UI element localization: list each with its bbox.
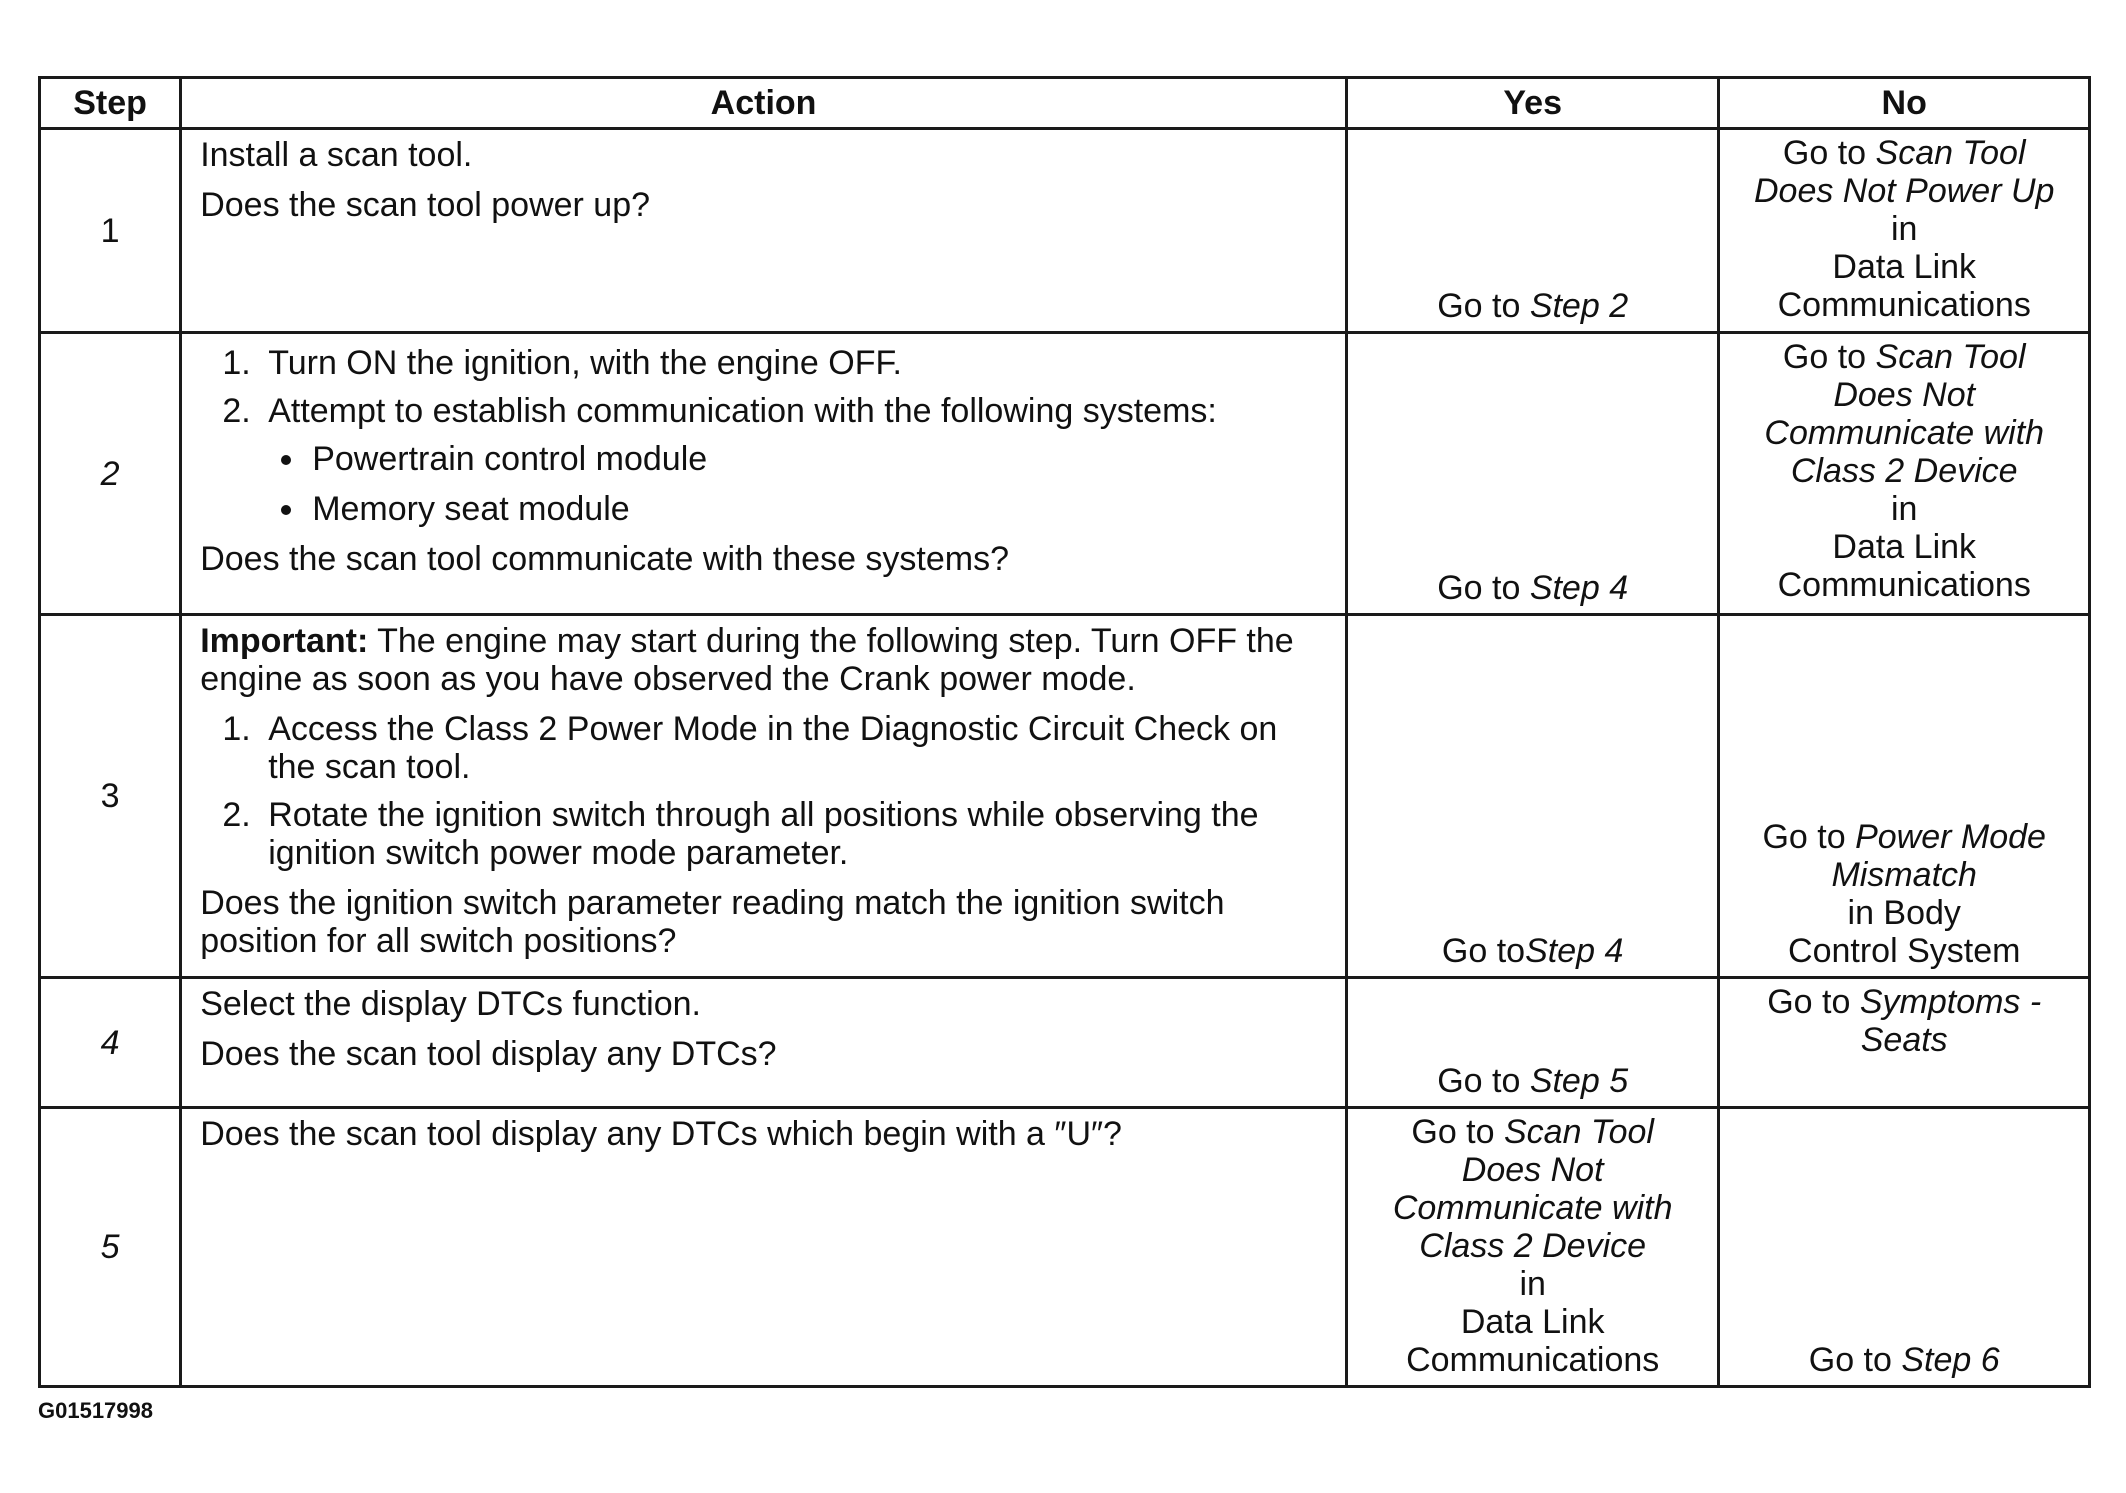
header-yes: Yes xyxy=(1346,78,1719,129)
action-steps-list xyxy=(200,344,1331,528)
header-no: No xyxy=(1719,78,2090,129)
no-prefix: Go to xyxy=(1762,818,1856,856)
no-link-part[interactable]: Mismatch xyxy=(1831,856,1977,894)
no-cell xyxy=(1719,129,2090,333)
bullet-item: • Memory seat module xyxy=(308,490,1331,528)
action-question: Does the scan tool communicate with these systems? xyxy=(200,540,1010,578)
yes-text: in xyxy=(1519,1265,1546,1303)
yes-prefix: Go to xyxy=(1437,569,1530,607)
no-link-part[interactable]: Communicate with xyxy=(1764,414,2045,452)
no-prefix: Go to xyxy=(1782,134,1876,172)
action-cell xyxy=(181,129,1347,333)
no-text: in Body xyxy=(1847,894,1961,932)
action-cell xyxy=(181,1108,1347,1387)
no-link-part[interactable]: Symptoms - xyxy=(1859,983,2042,1021)
list-item: 1. Turn ON the ignition, with the engine OFF. xyxy=(260,344,1331,382)
step-number: 2 xyxy=(40,333,181,615)
step-number: 4 xyxy=(40,978,181,1108)
action-cell xyxy=(181,978,1347,1108)
action-question: Does the scan tool power up? xyxy=(200,186,651,224)
action-cell xyxy=(181,615,1347,978)
action-text: Select the display DTCs function. xyxy=(200,985,701,1023)
table-row xyxy=(40,615,2090,978)
yes-link-part[interactable]: Class 2 Device xyxy=(1419,1227,1647,1265)
no-text: in xyxy=(1890,210,1918,248)
yes-prefix: Go to xyxy=(1437,1062,1530,1100)
no-link-part[interactable]: Scan Tool xyxy=(1875,134,2026,172)
yes-step-link[interactable]: Step 4 xyxy=(1529,569,1629,607)
yes-cell xyxy=(1346,978,1719,1108)
no-cell xyxy=(1719,333,2090,615)
yes-prefix: Go to xyxy=(1411,1113,1504,1151)
list-item: 1. Access the Class 2 Power Mode in the Diagnostic Circuit Check on the scan tool. xyxy=(260,710,1331,786)
header-step: Step xyxy=(40,78,181,129)
no-text: Data Link xyxy=(1832,528,1977,566)
yes-cell xyxy=(1346,615,1719,978)
no-link-part[interactable]: Does Not Power Up xyxy=(1753,172,2055,210)
action-question: Does the scan tool display any DTCs which begin with a ″U″? xyxy=(200,1115,1122,1153)
header-action: Action xyxy=(181,78,1347,129)
important-note xyxy=(200,622,1331,698)
no-prefix: Go to xyxy=(1808,1341,1902,1379)
yes-prefix: Go to xyxy=(1441,932,1526,970)
no-link-part[interactable]: Scan Tool xyxy=(1875,338,2026,376)
no-step-link[interactable]: Step 6 xyxy=(1901,1341,2000,1379)
yes-step-link[interactable]: Step 5 xyxy=(1529,1062,1629,1100)
table-row xyxy=(40,978,2090,1108)
yes-cell xyxy=(1346,129,1719,333)
no-link-part[interactable]: Class 2 Device xyxy=(1790,452,2018,490)
diagnostic-table xyxy=(38,76,2091,1388)
no-link-part[interactable]: Power Mode xyxy=(1855,818,2046,856)
no-text: Communications xyxy=(1777,566,2031,604)
no-cell xyxy=(1719,615,2090,978)
yes-link-part[interactable]: Does Not xyxy=(1461,1151,1604,1189)
step-number: 1 xyxy=(40,129,181,333)
table-row xyxy=(40,333,2090,615)
step-number: 3 xyxy=(40,615,181,978)
yes-link-part[interactable]: Communicate with xyxy=(1392,1189,1673,1227)
table-row xyxy=(40,129,2090,333)
yes-cell xyxy=(1346,1108,1719,1387)
yes-cell xyxy=(1346,333,1719,615)
header-row xyxy=(40,78,2090,129)
yes-text: Communications xyxy=(1406,1341,1660,1379)
list-item: 2. Rotate the ignition switch through all positions while observing the ignition switch power mode parameter. xyxy=(260,796,1331,872)
no-text: Data Link xyxy=(1832,248,1977,286)
yes-prefix: Go to xyxy=(1437,287,1530,325)
yes-step-link[interactable]: Step 4 xyxy=(1525,932,1624,970)
yes-text: Data Link xyxy=(1460,1303,1605,1341)
action-text: Install a scan tool. xyxy=(200,136,473,174)
no-link-part[interactable]: Seats xyxy=(1860,1021,1948,1059)
important-label: Important: xyxy=(200,622,369,660)
no-cell xyxy=(1719,978,2090,1108)
list-item-text: Attempt to establish communication with the following systems: xyxy=(268,392,1217,430)
no-prefix: Go to xyxy=(1782,338,1876,376)
no-text: Control System xyxy=(1788,932,2021,970)
action-steps-list xyxy=(200,710,1331,872)
yes-step-link[interactable]: Step 2 xyxy=(1529,287,1629,325)
no-prefix: Go to xyxy=(1767,983,1860,1021)
figure-id: G01517998 xyxy=(38,1398,153,1423)
action-question: Does the ignition switch parameter reading match the ignition switch position for all switch positions? xyxy=(200,884,1225,960)
bullet-item: • Powertrain control module xyxy=(308,440,1331,478)
no-text: Communications xyxy=(1777,286,2031,324)
no-link-part[interactable]: Does Not xyxy=(1833,376,1976,414)
important-text: The engine may start during the following step. Turn OFF the engine as soon as you have observed the Crank power mode. xyxy=(200,622,1294,698)
no-cell xyxy=(1719,1108,2090,1387)
action-question: Does the scan tool display any DTCs? xyxy=(200,1035,777,1073)
step-number: 5 xyxy=(40,1108,181,1387)
yes-link-part[interactable]: Scan Tool xyxy=(1503,1113,1654,1151)
list-item xyxy=(260,392,1331,528)
action-cell xyxy=(181,333,1347,615)
no-text: in xyxy=(1890,490,1918,528)
bullet-list xyxy=(268,440,1331,528)
table-row xyxy=(40,1108,2090,1387)
